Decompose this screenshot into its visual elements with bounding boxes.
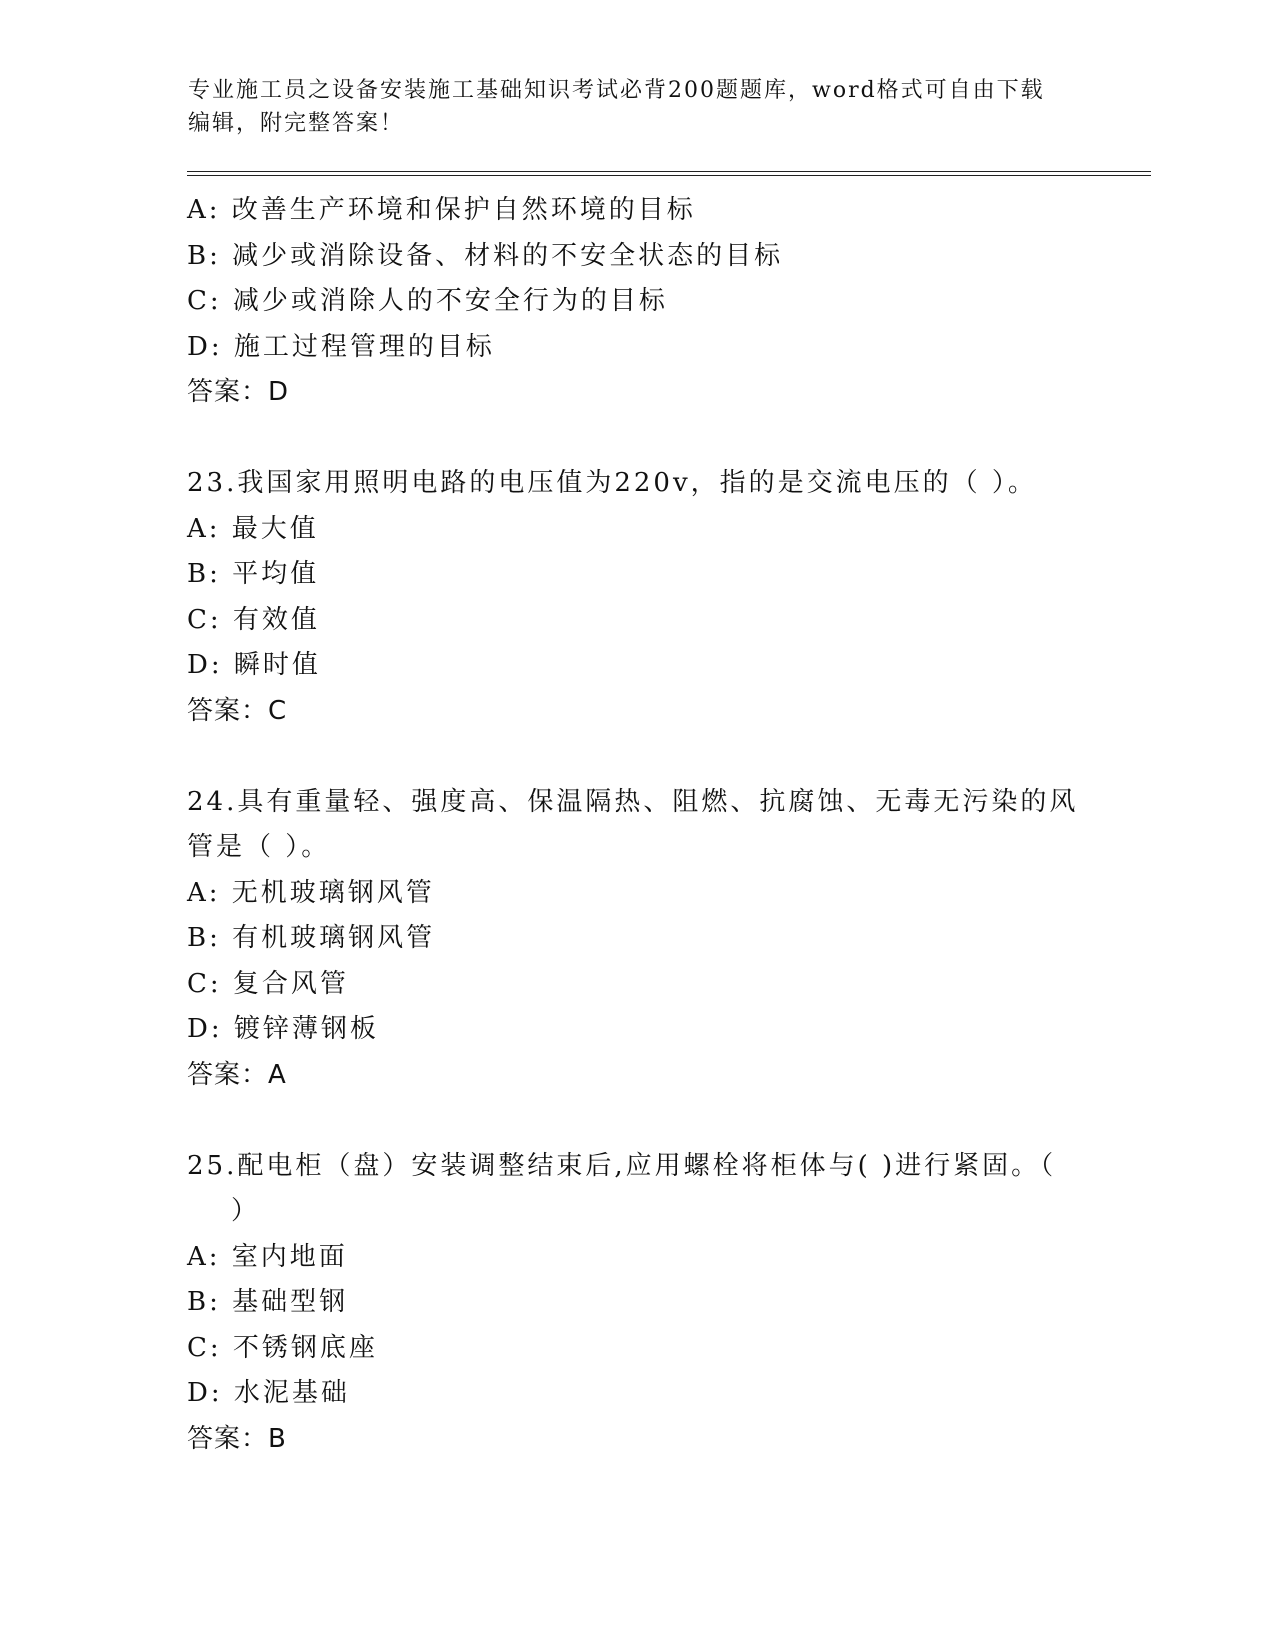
question-list xyxy=(187,188,1087,1462)
option-a: A: 最大值 xyxy=(187,513,319,544)
question-23 xyxy=(187,461,1087,734)
document-header xyxy=(188,74,1088,140)
option-b: B: 有机玻璃钢风管 xyxy=(187,923,436,953)
question-22 xyxy=(187,188,1087,416)
option-d: D: 瞬时值 xyxy=(187,650,321,680)
question-24 xyxy=(187,780,1087,1099)
question-25 xyxy=(187,1144,1087,1463)
question-text-line-2: 管是（ ）。 xyxy=(187,832,331,862)
option-c: C: 不锈钢底座 xyxy=(187,1332,378,1363)
answer: 答案：C xyxy=(187,695,288,726)
spacer xyxy=(187,416,1087,462)
option-a: A: 无机玻璃钢风管 xyxy=(187,877,435,908)
answer: 答案：A xyxy=(187,1059,287,1090)
question-text: 23.我国家用照明电路的电压值为220v，指的是交流电压的（ ）。 xyxy=(187,468,1037,498)
header-divider-bottom xyxy=(187,175,1151,176)
question-text-line-1: 25.配电柜（盘）安装调整结束后,应用螺栓将柜体与( )进行紧固。（ xyxy=(187,1150,1057,1181)
header-divider-top xyxy=(187,171,1151,172)
answer: 答案：B xyxy=(187,1423,287,1454)
option-b: B: 减少或消除设备、材料的不安全状态的目标 xyxy=(187,240,784,271)
question-text-line-1: 24.具有重量轻、强度高、保温隔热、阻燃、抗腐蚀、无毒无污染的风 xyxy=(187,786,1079,817)
option-a: A: 改善生产环境和保护自然环境的目标 xyxy=(187,195,696,225)
option-b: B: 基础型钢 xyxy=(187,1287,349,1317)
option-a: A: 室内地面 xyxy=(187,1241,348,1272)
option-c: C: 有效值 xyxy=(187,604,320,635)
header-line-2: 编辑，附完整答案！ xyxy=(188,111,405,136)
answer: 答案：D xyxy=(187,377,290,407)
option-d: D: 水泥基础 xyxy=(187,1378,350,1408)
question-text-line-2: ） xyxy=(231,1196,261,1226)
option-d: D: 镀锌薄钢板 xyxy=(187,1014,379,1044)
spacer xyxy=(187,1098,1087,1144)
spacer xyxy=(187,734,1087,780)
option-d: D: 施工过程管理的目标 xyxy=(187,331,495,362)
option-c: C: 复合风管 xyxy=(187,968,349,999)
header-line-1: 专业施工员之设备安装施工基础知识考试必背200题题库，word格式可自由下载 xyxy=(188,78,1045,103)
option-b: B: 平均值 xyxy=(187,559,320,589)
option-c: C: 减少或消除人的不安全行为的目标 xyxy=(187,286,668,316)
